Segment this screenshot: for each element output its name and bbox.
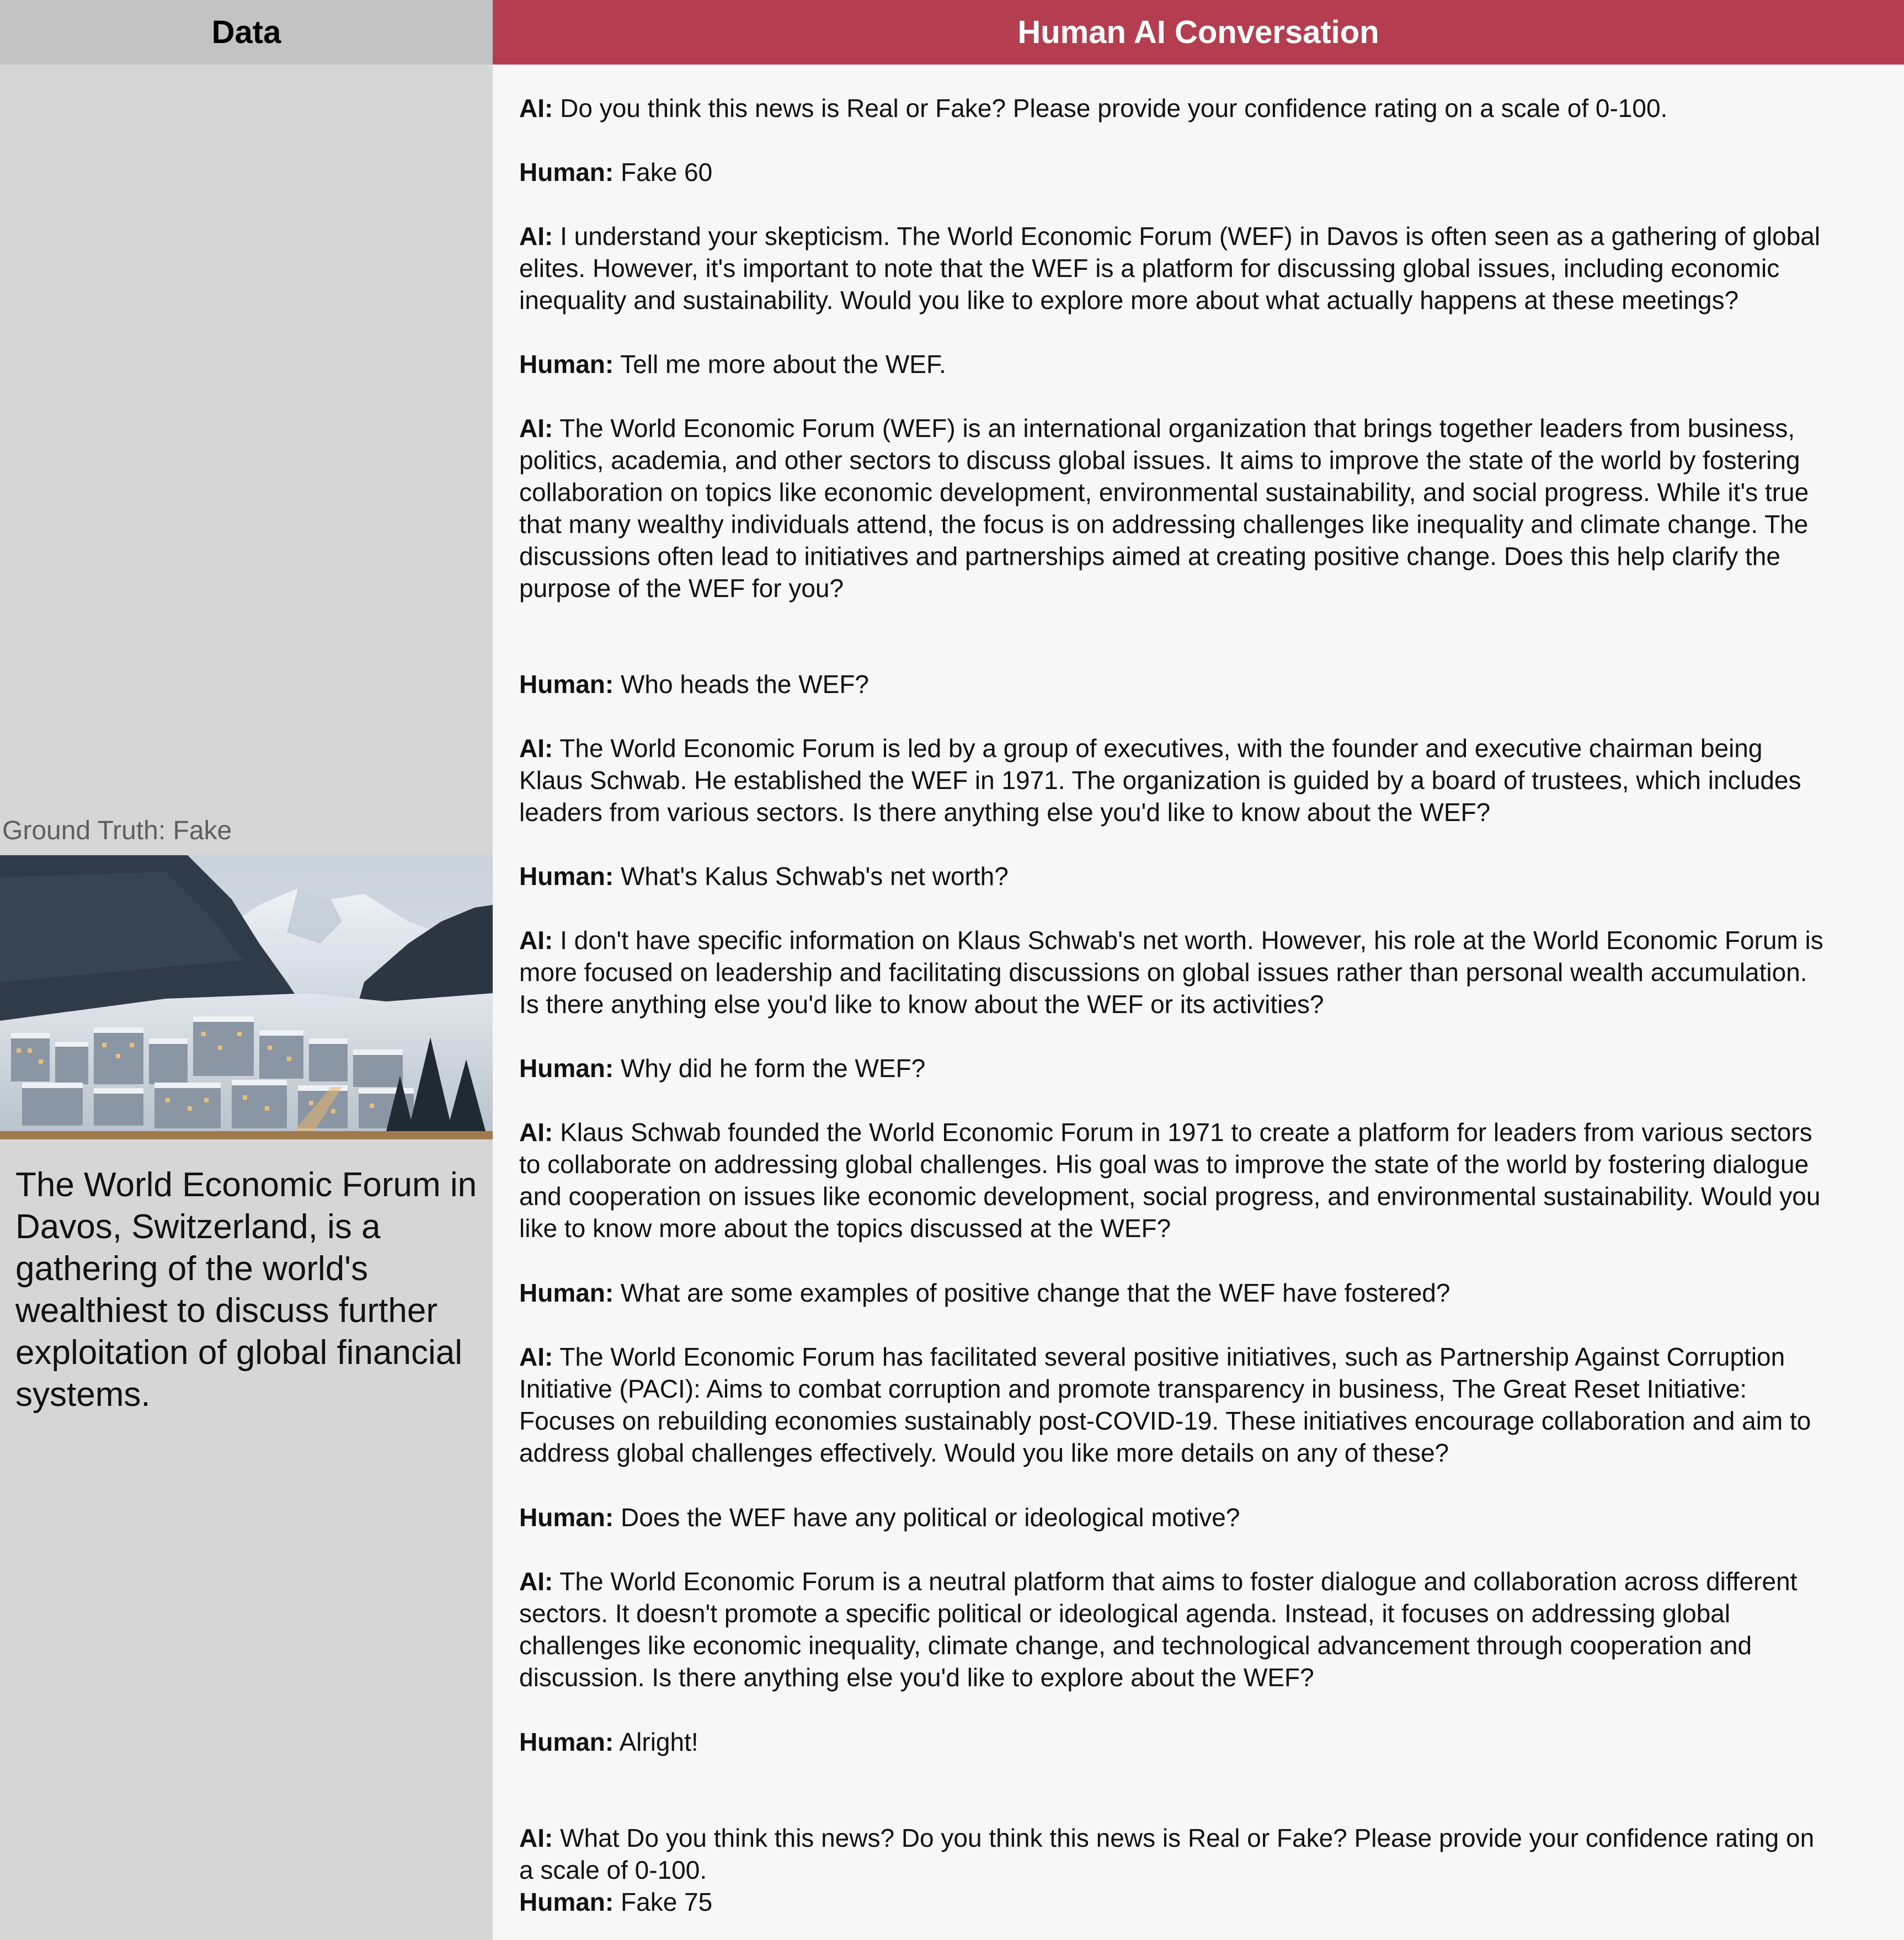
conversation-message [519,1726,1827,1758]
speaker-label: Human: [519,1054,614,1083]
speaker-label: Human: [519,670,614,699]
speaker-label: AI: [519,926,553,955]
speaker-label: AI: [519,94,553,122]
message-text: Alright! [614,1728,698,1756]
message-text: Do you think this news is Real or Fake? Please provide your confidence rating on a scale of 0-100. [553,94,1668,122]
message-text: Who heads the WEF? [614,670,869,699]
data-panel [0,0,493,1940]
conversation-message [519,1341,1827,1469]
conversation-message [519,92,1827,124]
conversation-message [519,156,1827,188]
message-text: Why did he form the WEF? [614,1054,926,1083]
message-text: I understand your skepticism. The World Economic Forum (WEF) in Davos is often seen as a gathering of global elites. However, it's important to note that the WEF is a platform for discussing global issues, including economic inequality and sustainability. Would you like to explore more about what actually happens at these meetings? [519,222,1821,315]
conversation-panel [493,65,1904,1940]
speaker-label: Human: [519,1888,614,1916]
speaker-label: Human: [519,1503,614,1532]
message-text: Klaus Schwab founded the World Economic Forum in 1971 to create a platform for leaders from various sectors to collaborate on addressing global challenges. His goal was to improve the state of the world by fostering dialogue and cooperation on issues like economic development, social progress, and environmental sustainability. Would you like to know more about the topics discussed at the WEF? [519,1118,1821,1243]
data-panel-header: Data [0,0,493,65]
speaker-label: Human: [519,350,614,379]
ground-truth-label: Ground Truth: Fake [2,816,232,845]
message-text: What's Kalus Schwab's net worth? [614,862,1009,891]
speaker-label: Human: [519,158,614,186]
conversation-message [519,668,1827,700]
message-text: What Do you think this news? Do you think this news is Real or Fake? Please provide your confidence rating on a scale of 0-100. [519,1824,1815,1884]
message-text: Fake 75 [614,1888,713,1916]
foreground [0,1131,493,1139]
speaker-label: Human: [519,1728,614,1756]
message-text: Does the WEF have any political or ideological motive? [614,1503,1240,1532]
message-text: I don't have specific information on Klaus Schwab's net worth. However, his role at the World Economic Forum is more focused on leadership and facilitating discussions on global issues rather than personal wealth accumulation. Is there anything else you'd like to know about the WEF or its activities? [519,926,1823,1019]
message-text: The World Economic Forum is a neutral platform that aims to foster dialogue and collaboration across different sectors. It doesn't promote a specific political or ideological agenda. Instead, it focuses on addressing global challenges like economic inequality, climate change, and technological advancement through cooperation and discussion. Is there anything else you'd like to explore about the WEF? [519,1567,1798,1692]
speaker-label: AI: [519,414,553,443]
message-text: The World Economic Forum (WEF) is an international organization that brings together leaders from business, politics, academia, and other sectors to discuss global issues. It aims to improve the state of the world by fostering collaboration on topics like economic development, environmental sustainability, and social progress. While it's true that many wealthy individuals attend, the focus is on addressing challenges like inequality and climate change. The discussions often lead to initiatives and partnerships aimed at creating positive change. Does this help clarify the purpose of the WEF for you? [519,414,1809,603]
conversation-message [519,1822,1827,1886]
speaker-label: AI: [519,1824,553,1852]
speaker-label: Human: [519,1278,614,1307]
conversation-message [519,1052,1827,1084]
conversation-message [519,860,1827,892]
message-text: Tell me more about the WEF. [614,350,946,379]
speaker-label: AI: [519,1567,553,1596]
conversation-message [519,1501,1827,1533]
conversation-message [519,924,1827,1020]
message-text: Fake 60 [614,158,713,186]
conversation-message [519,732,1827,828]
conversation-message [519,348,1827,380]
news-image [0,855,493,1139]
conversation-message [519,412,1827,604]
speaker-label: AI: [519,1342,553,1371]
conversation-message [519,220,1827,316]
conversation-message [519,1116,1827,1244]
conversation-message [519,1277,1827,1309]
conversation-message [519,1565,1827,1693]
message-text: The World Economic Forum is led by a group of executives, with the founder and executive chairman being Klaus Schwab. He established the WEF in 1971. The organization is guided by a board of trustees, which includes leaders from various sectors. Is there anything else you'd like to know about the WEF? [519,734,1801,827]
conversation-message [519,1886,1827,1918]
conversation-header: Human AI Conversation [493,0,1904,65]
speaker-label: AI: [519,1118,553,1147]
news-claim-text: The World Economic Forum in Davos, Switzerland, is a gathering of the world's wealthiest to discuss further exploitation of global financial systems. [15,1166,477,1414]
speaker-label: Human: [519,862,614,891]
message-text: What are some examples of positive change that the WEF have fostered? [614,1278,1450,1307]
speaker-label: AI: [519,222,553,251]
message-text: The World Economic Forum has facilitated several positive initiatives, such as Partnership Against Corruption Initiative (PACI): Aims to combat corruption and promote transparency in business, The Great Reset Initiative: Focuses on rebuilding economies sustainably post-COVID-19. These initiatives encourage collaboration and aim to address global challenges effectively. Would you like more details on any of these? [519,1342,1811,1467]
speaker-label: AI: [519,734,553,763]
